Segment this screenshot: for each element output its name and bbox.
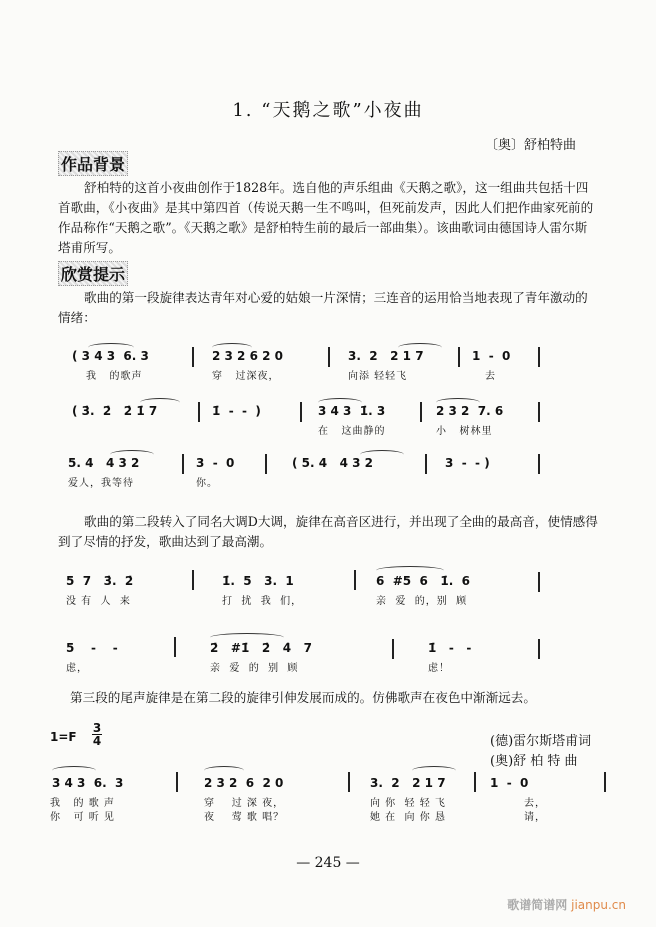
lyrics: 我 的 歌 声 <box>50 798 115 809</box>
measure: 3. 2 2 1 7 <box>348 349 424 363</box>
time-signature <box>92 722 102 747</box>
lyrics: 爱人，我等待 <box>68 478 134 489</box>
measure: 3 4 3 1̇. 3 <box>318 404 386 418</box>
measure: 3. 2 2 1 7 <box>370 776 446 790</box>
lyricist-credit: (德)雷尔斯塔甫词 <box>490 734 592 749</box>
measure: 2 3 2 7. 6 <box>436 404 504 418</box>
measure: 2 3 2 6 2 0 <box>212 349 283 363</box>
measure: 3 - - ) <box>445 456 490 470</box>
measure: ( 5. 4 4 3 2 <box>292 456 374 470</box>
measure: 5 - - <box>66 641 118 655</box>
background-paragraph: 舒柏特的这首小夜曲创作于1828年。选自他的声乐组曲《天鹅之歌》，这一组曲共包括十四首歌曲，《小夜曲》是其中第四首（传说天鹅一生不鸣叫，但死前发声，因此人们把作曲家死前的作品称作“天鹅之歌”。《天鹅之歌》是舒柏特生前的最后一部曲集）。该曲歌词由德国诗人雷尔斯塔甫所写。 <box>58 180 594 255</box>
staff-3 <box>0 452 656 492</box>
lyrics: 去 <box>485 371 496 382</box>
measure: 1̇. 5 3. 1 <box>222 574 294 588</box>
measure: 2̇ #1̇ 2̇ 4̇ 7 <box>210 641 312 655</box>
staff-6 <box>0 772 656 824</box>
time-top: 3 <box>92 721 102 735</box>
lyrics: 在 这曲静的 <box>318 426 386 437</box>
watermark-en: jianpu.cn <box>571 898 626 912</box>
lyrics-verse-2: 夜 莺 歌 唱？ <box>204 812 285 823</box>
measure: 3 - 0 <box>196 456 235 470</box>
heading-appreciation: 欣赏提示 <box>58 261 128 286</box>
page-number: — 245 — <box>296 855 360 871</box>
appreciation-paragraph: 歌曲的第一段旋律表达青年对心爱的姑娘一片深情；三连音的运用恰当地表现了青年激动的情绪： <box>58 290 588 325</box>
staff-1 <box>0 345 656 385</box>
measure: ( 3̇. 2̇ 2̇ 1̇ 7 <box>72 404 158 418</box>
lyrics: 小 树林里 <box>436 426 493 437</box>
composer-credit: (奥)舒 柏 特 曲 <box>490 754 578 769</box>
lyrics: 亲 爱 的，别 顾 <box>376 596 468 607</box>
watermark <box>507 896 626 913</box>
time-bottom: 4 <box>92 734 102 748</box>
measure: 1̇ - - <box>428 641 472 655</box>
lyrics: 打 扰 我 们， <box>222 596 303 607</box>
staff-4 <box>0 570 656 610</box>
lyrics: 虑， <box>66 663 88 674</box>
heading-background: 作品背景 <box>58 151 128 176</box>
lyrics: 虑！ <box>428 663 450 674</box>
watermark-cn: 歌谱简谱网 <box>507 898 568 912</box>
third-section-paragraph: 第三段的尾声旋律是在第二段的旋律引伸发展而成的。仿佛歌声在夜色中渐渐远去。 <box>70 690 536 705</box>
lyrics-verse-2: 你 可 听 见 <box>50 812 115 823</box>
second-section-paragraph: 歌曲的第二段转入了同名大调D大调，旋律在高音区进行，并出现了全曲的最高音，使情感得到了尽情的抒发，歌曲达到了最高潮。 <box>58 514 598 549</box>
measure: 2 3 2 6 2 0 <box>204 776 284 790</box>
lyrics-verse-2: 请， <box>524 812 546 823</box>
measure: 6 #5 6 1̇. 6 <box>376 574 470 588</box>
page-title: 1. “天鹅之歌”小夜曲 <box>232 100 424 121</box>
measure: 5. 4 4 3 2 <box>68 456 140 470</box>
staff-2 <box>0 400 656 440</box>
lyrics: 你。 <box>196 478 218 489</box>
lyrics: 没 有 人 来 <box>66 596 131 607</box>
lyrics: 我 的歌声 <box>86 371 143 382</box>
lyrics: 向 你 轻 轻 飞 <box>370 798 446 809</box>
lyrics: 穿 过 深 夜， <box>204 798 285 809</box>
key-signature: 1=F <box>50 730 77 744</box>
lyrics: 向添 轻轻飞 <box>348 371 408 382</box>
lyrics-verse-2: 她 在 向 你 恳 <box>370 812 446 823</box>
measure: 3 4 3 6. 3 <box>52 776 124 790</box>
measure: 5 7 3̇. 2̇ <box>66 574 134 588</box>
measure: 1̇ - - ) <box>212 404 261 418</box>
measure: ( 3 4 3 6. 3 <box>72 349 149 363</box>
lyrics: 亲 爱 的 别 顾 <box>210 663 299 674</box>
lyrics: 穿 过深夜， <box>212 371 280 382</box>
staff-5 <box>0 637 656 677</box>
composer: 〔奥〕舒柏特曲 <box>484 138 576 153</box>
measure: 1 - 0 <box>490 776 529 790</box>
lyrics: 去， <box>524 798 546 809</box>
measure: 1 - 0 <box>472 349 511 363</box>
